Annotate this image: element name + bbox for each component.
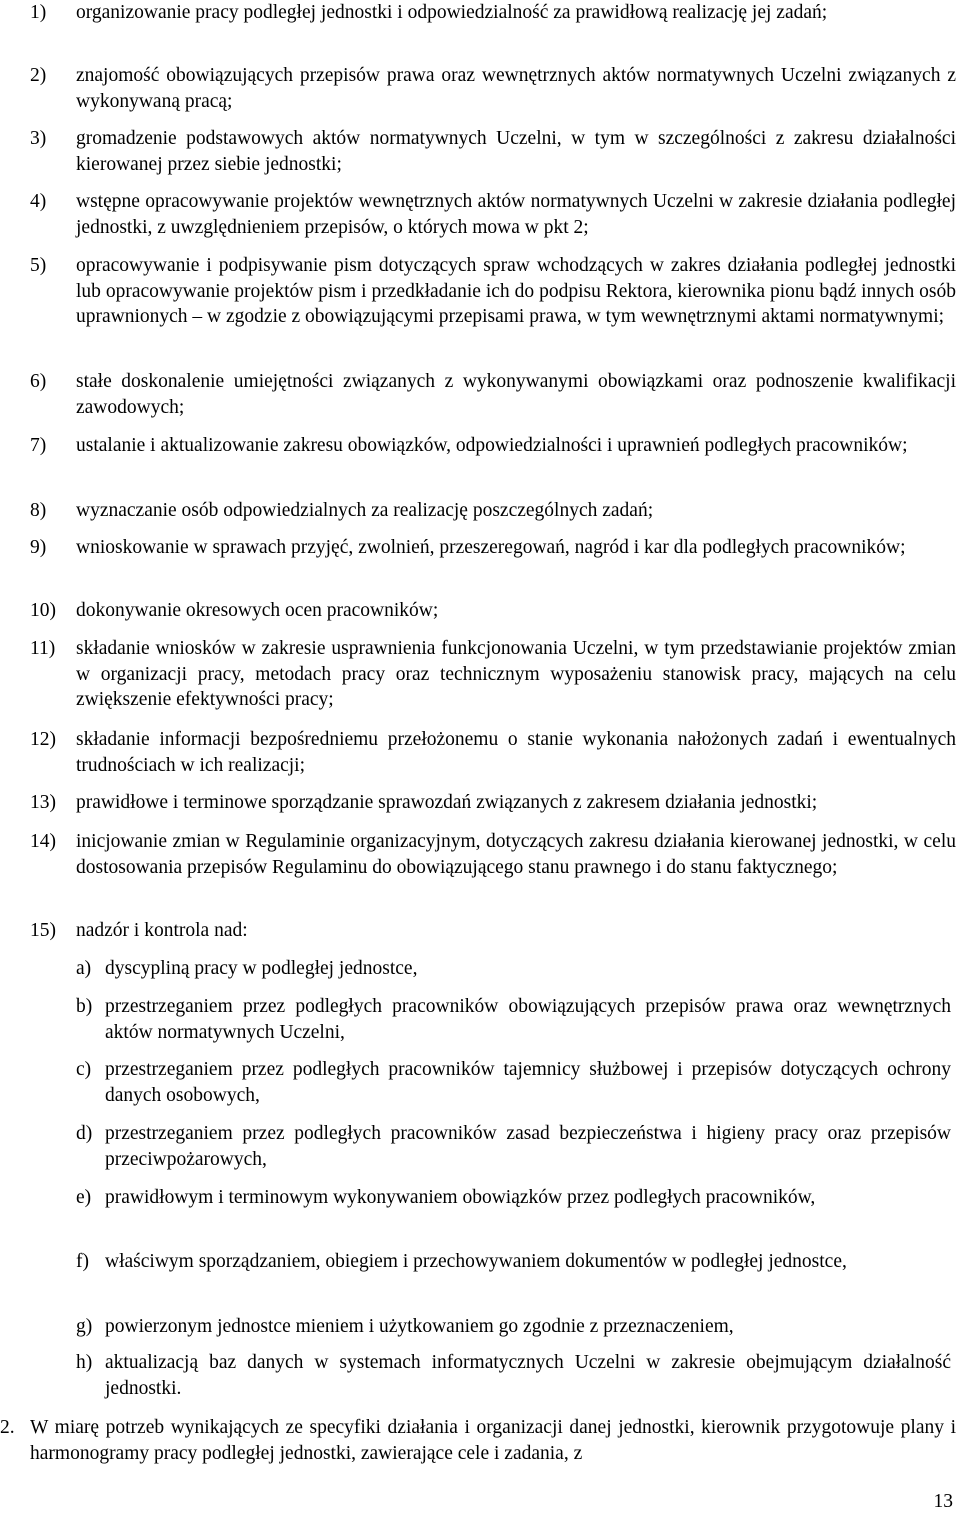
- sub-item-g: [76, 1314, 951, 1340]
- list-item-9: [30, 535, 956, 561]
- sub-item-c: [76, 1057, 951, 1108]
- list-item-2: [30, 63, 956, 114]
- sub-item-text: przestrzeganiem przez podległych pracowników obowiązujących przepisów prawa oraz wewnętrznych aktów normatywnych Uczelni,: [105, 996, 951, 1043]
- sub-item-text: przestrzeganiem przez podległych pracowników zasad bezpieczeństwa i higieny pracy oraz przepisów przeciwpożarowych,: [105, 1123, 951, 1170]
- sub-item-e: [76, 1185, 951, 1211]
- sub-item-f: [76, 1249, 951, 1275]
- sub-item-letter: g): [76, 1316, 93, 1337]
- sub-item-letter: h): [76, 1352, 93, 1373]
- list-item-8: [30, 498, 956, 524]
- list-item-6: [30, 369, 956, 420]
- sub-item-text: przestrzeganiem przez podległych pracowników tajemnicy służbowej i przepisów dotyczących ochrony danych osobowych,: [105, 1059, 951, 1106]
- sub-item-letter: b): [76, 996, 93, 1017]
- item-number: 6): [30, 371, 47, 392]
- item-text: wnioskowanie w sprawach przyjęć, zwolnień, przeszeregowań, nagród i kar dla podległych pracowników;: [76, 537, 906, 558]
- item-number: 15): [30, 920, 56, 941]
- list-item-1: [30, 0, 956, 26]
- sub-item-a: [76, 956, 951, 982]
- list-item-13: [30, 790, 956, 816]
- list-item-7: [30, 433, 956, 459]
- item-number: 13): [30, 792, 56, 813]
- sub-item-text: prawidłowym i terminowym wykonywaniem obowiązków przez podległych pracowników,: [105, 1187, 816, 1208]
- sub-item-text: aktualizacją baz danych w systemach informatycznych Uczelni w zakresie obejmującym działalność jednostki.: [105, 1352, 951, 1399]
- item-number: 8): [30, 500, 47, 521]
- item-text: składanie wniosków w zakresie usprawnienia funkcjonowania Uczelni, w tym przedstawianie projektów zmian w organizacji pracy, metodach pracy oraz technicznym wyposażeniu stanowisk pracy, mających na celu zwiększenie efektywności pracy;: [76, 638, 956, 710]
- page-number: 13: [933, 1491, 953, 1512]
- item-number: 5): [30, 255, 47, 276]
- sub-item-letter: c): [76, 1059, 92, 1080]
- item-text: dokonywanie okresowych ocen pracowników;: [76, 600, 439, 621]
- sub-item-text: powierzonym jednostce mieniem i użytkowaniem go zgodnie z przeznaczeniem,: [105, 1316, 734, 1337]
- item-number: 10): [30, 600, 56, 621]
- list-item-3: [30, 126, 956, 177]
- item-text: organizowanie pracy podległej jednostki i odpowiedzialność za prawidłową realizację jej zadań;: [76, 2, 828, 23]
- sub-item-letter: d): [76, 1123, 93, 1144]
- item-number: 12): [30, 729, 56, 750]
- section-text: W miarę potrzeb wynikających ze specyfiki działania i organizacji danej jednostki, kierownik przygotowuje plany i harmonogramy pracy podległej jednostki, zawierające cele i zadania, z: [30, 1417, 956, 1464]
- list-item-11: [30, 636, 956, 713]
- item-text: stałe doskonalenie umiejętności związanych z wykonywanymi obowiązkami oraz podnoszenie kwalifikacji zawodowych;: [76, 371, 956, 418]
- item-number: 14): [30, 831, 56, 852]
- list-item-15: [30, 918, 956, 944]
- sub-item-letter: e): [76, 1187, 92, 1208]
- sub-item-d: [76, 1121, 951, 1172]
- item-text: składanie informacji bezpośredniemu przełożonemu o stanie wykonania nałożonych zadań i ewentualnych trudnościach w ich realizacji;: [76, 729, 956, 776]
- item-text: opracowywanie i podpisywanie pism dotyczących spraw wchodzących w zakres działania podległej jednostki lub opracowywanie projektów pism i przedkładanie ich do podpisu Rektora, kierownika pionu bądź innych osób uprawnionych – w zgodzie z obowiązującymi przepisami prawa, w tym wewnętrznymi aktami normatywnymi;: [76, 255, 956, 327]
- item-number: 9): [30, 537, 47, 558]
- item-number: 3): [30, 128, 47, 149]
- item-text: ustalanie i aktualizowanie zakresu obowiązków, odpowiedzialności i uprawnień podległych pracowników;: [76, 435, 908, 456]
- item-text: wyznaczanie osób odpowiedzialnych za realizację poszczególnych zadań;: [76, 500, 654, 521]
- item-text: inicjowanie zmian w Regulaminie organizacyjnym, dotyczących zakresu działania kierowanej jednostki, w celu dostosowania przepisów Regulaminu do obowiązującego stanu prawnego i do stanu faktycznego;: [76, 831, 956, 878]
- item-text: prawidłowe i terminowe sporządzanie sprawozdań związanych z zakresem działania jednostki;: [76, 792, 818, 813]
- sub-item-h: [76, 1350, 951, 1401]
- item-number: 11): [30, 638, 56, 659]
- list-item-5: [30, 253, 956, 330]
- item-number: 4): [30, 191, 47, 212]
- item-text: znajomość obowiązujących przepisów prawa oraz wewnętrznych aktów normatywnych Uczelni związanych z wykonywaną pracą;: [76, 65, 956, 112]
- item-text: gromadzenie podstawowych aktów normatywnych Uczelni, w tym w szczególności z zakresu działalności kierowanej przez siebie jednostki;: [76, 128, 956, 175]
- sub-item-letter: a): [76, 958, 92, 979]
- section-number: 2.: [0, 1417, 15, 1438]
- item-number: 7): [30, 435, 47, 456]
- list-item-12: [30, 727, 956, 778]
- list-item-4: [30, 189, 956, 240]
- section-2-paragraph: [0, 1415, 956, 1466]
- list-item-14: [30, 829, 956, 880]
- item-text: nadzór i kontrola nad:: [76, 920, 248, 941]
- item-number: 1): [30, 2, 47, 23]
- sub-item-text: właściwym sporządzaniem, obiegiem i przechowywaniem dokumentów w podległej jednostce,: [105, 1251, 847, 1272]
- sub-item-letter: f): [76, 1251, 89, 1272]
- sub-item-b: [76, 994, 951, 1045]
- list-item-10: [30, 598, 956, 624]
- item-number: 2): [30, 65, 47, 86]
- item-text: wstępne opracowywanie projektów wewnętrznych aktów normatywnych Uczelni w zakresie działania podległej jednostki, z uwzględnieniem przepisów, o których mowa w pkt 2;: [76, 191, 956, 238]
- sub-item-text: dyscypliną pracy w podległej jednostce,: [105, 958, 418, 979]
